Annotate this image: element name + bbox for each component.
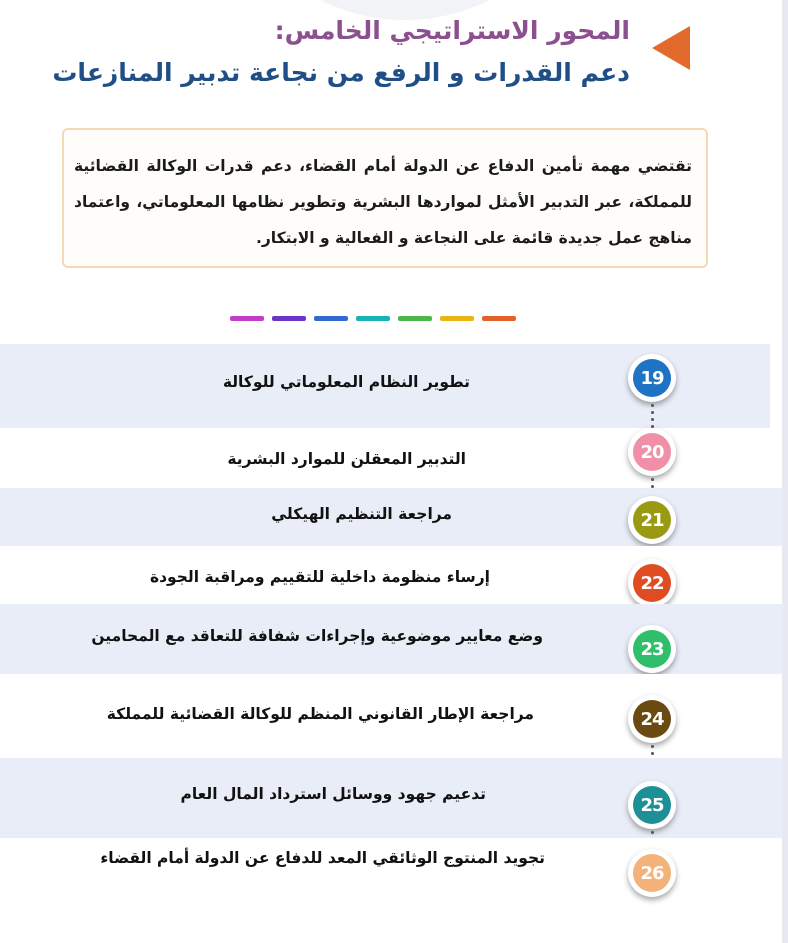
number-badge-label: 25 — [633, 786, 671, 824]
connector-dot — [651, 745, 654, 748]
number-badge — [628, 559, 676, 607]
number-badge — [628, 496, 676, 544]
number-badge — [628, 849, 676, 897]
number-badge — [628, 695, 676, 743]
number-badge — [628, 625, 676, 673]
number-badge — [628, 781, 676, 829]
intro-text: تقتضي مهمة تأمين الدفاع عن الدولة أمام القضاء، دعم قدرات الوكالة القضائية للمملكة، عبر التدبير الأمثل لمواردها البشرية وتطوير نظامها المعلوماتي، واعتماد مناهج عمل جديدة قائمة على النجاعة و الفعالية و الابتكار. — [74, 157, 692, 247]
connector-dot — [651, 418, 654, 421]
connector-dot — [651, 404, 654, 407]
number-badge-label: 23 — [633, 630, 671, 668]
list-item-text: تدعيم جهود ووسائل استرداد المال العام — [180, 785, 486, 803]
number-badge — [628, 354, 676, 402]
number-badge-label: 26 — [633, 854, 671, 892]
connector-dot — [651, 831, 654, 834]
section-title: المحور الاستراتيجي الخامس: — [274, 16, 630, 45]
list-item-text: وضع معايير موضوعية وإجراءات شفافة للتعاقد مع المحامين — [91, 627, 543, 645]
list-item-text: تجويد المنتوج الوثائقي المعد للدفاع عن الدولة أمام القضاء — [100, 849, 545, 867]
list-item-text: التدبير المعقلن للموارد البشرية — [227, 450, 466, 468]
number-badge-label: 20 — [633, 433, 671, 471]
number-badge-label: 22 — [633, 564, 671, 602]
list-item-text: مراجعة التنظيم الهيكلي — [271, 505, 452, 523]
number-badge-label: 19 — [633, 359, 671, 397]
connector-dot — [651, 478, 654, 481]
list-item-text: مراجعة الإطار القانوني المنظم للوكالة القضائية للمملكة — [106, 705, 534, 723]
list-item-text: إرساء منظومة داخلية للتقييم ومراقبة الجودة — [149, 568, 490, 586]
list-item-text: تطوير النظام المعلوماتي للوكالة — [222, 373, 470, 391]
connector-dot — [651, 752, 654, 755]
number-badge-label: 24 — [633, 700, 671, 738]
number-badge-label: 21 — [633, 501, 671, 539]
section-subtitle: دعم القدرات و الرفع من نجاعة تدبير المنازعات — [52, 58, 630, 87]
connector-dot — [651, 411, 654, 414]
number-badge — [628, 428, 676, 476]
